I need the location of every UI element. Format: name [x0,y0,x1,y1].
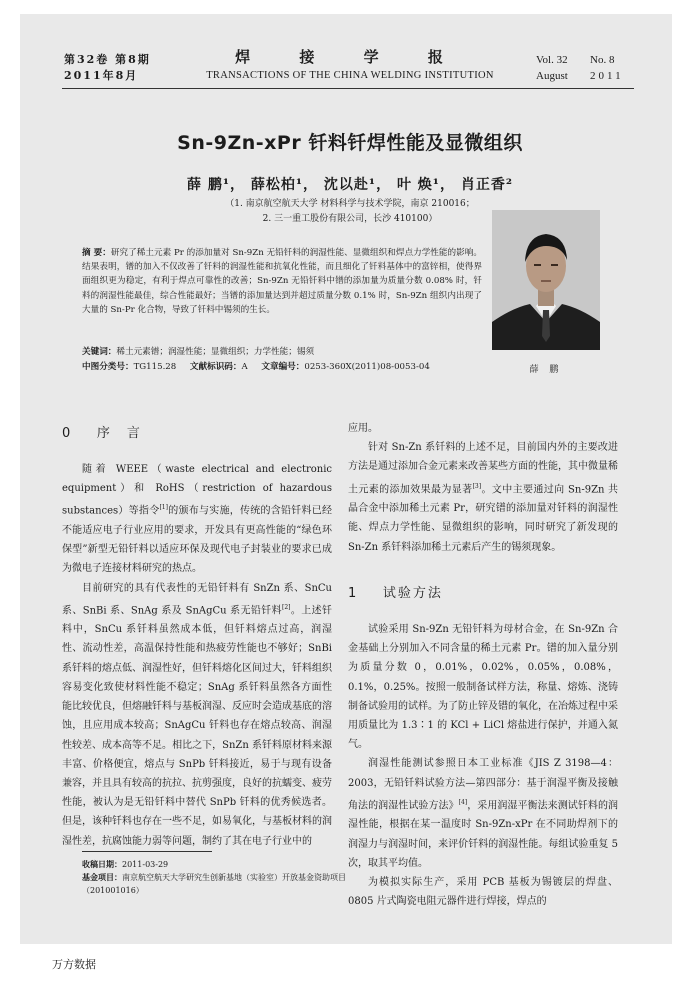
paper-title: Sn-9Zn-xPr 钎料钎焊性能及显微组织 [177,132,523,154]
header-left [64,52,151,84]
received-label: 收稿日期： [82,859,122,869]
article-no-label: 文章编号： [261,362,305,372]
intro-p3-text-a: 针对 Sn-Zn 系钎料的上述不足，目前国内外的主要改进方法是通过添加合金元素来改善某些方面的性能，其中微量稀土元素的添加效果最为显著 [348,442,618,495]
methods-p2-text-a: 润湿性能测试参照日本工业标准《JIS Z 3198—4：2003，无铅钎料试验方法—第四部分：基于润湿平衡及接触角法的润湿性试验方法》 [348,758,618,812]
footnote-rule [82,851,212,852]
received-date: 2011-03-29 [122,860,169,869]
abstract-text: 研究了稀土元素 Pr 的添加量对 Sn-9Zn 无铅钎料的润湿性能、显微组织和焊点力学性能的影响。结果表明，镨的加入不仅改善了钎料的润湿性能和抗氧化性能，而且细化了钎料基体中的富锌相，使得界面组织更为稳定，有利于焊点可靠性的改善；Sn-9Zn 无铅钎料中镨的添加量为质量分数 0.08% 时，钎料的润湿性能最佳，综合性能最好；当镨的添加量达到并超过质量分数 0.1% 时，Sn-9Zn 组织内出现了大量的 Sn-Pr 化合物，导致了钎料中锡须的生长。 [82,248,483,315]
received-line [82,858,352,871]
author-list: 薛 鹏¹， 薛松柏¹， 沈以赴¹， 叶 焕¹， 肖正香² [187,177,513,193]
section-0-number: 0 [62,426,73,441]
abstract-label: 摘 要： [82,248,111,258]
classification-line [82,360,492,374]
citation-2: [2] [282,603,291,611]
intro-p1-text-b: 的颁布与实施，传统的含铅钎料已经不能适应电子行业应用的要求，开发具有更高性能的“绿色环保型”新型无铅钎料以适应环保及现代电子封装业的要求已成为微电子连接材料研究的热点。 [62,505,333,575]
section-1-number: 1 [348,586,359,601]
doc-code-value: A [241,362,248,372]
fund-label: 基金项目： [82,872,122,882]
intro-p2-text-a: 目前研究的具有代表性的无铅钎料有 SnZn 系、SnCu 系、SnBi 系、SnAg 系及 SnAgCu 系无铅钎料 [62,582,332,617]
volume-issue-cn: 第32卷 第8期 [64,53,151,66]
author-photo [492,210,600,350]
section-1-title: 试验方法 [382,586,443,601]
header-rule [62,88,634,89]
citation-1: [1] [159,504,168,512]
citation-3: [3] [472,482,482,490]
intro-p1-text-a: 随着 WEEE（waste electrical and electronic equipment）和 RoHS（restriction of hazardous substances）等指令 [62,464,332,517]
affiliation-1: （1. 南京航空航天大学 材料科学与技术学院，南京 210016； [225,199,475,209]
issue-en: No. 8 [590,54,615,66]
affiliation-2: 2. 三一重工股份有限公司，长沙 410100） [262,214,438,224]
year-en: 2011 [590,70,624,82]
photo-caption: 薛 鹏 [529,365,563,375]
methods-paragraph-3: 为模拟实际生产，采用 PCB 基板为锡镀层的焊盘、0805 片式陶瓷电阻元器件进行焊接，焊点的 [348,876,618,908]
header-center [160,46,540,81]
date-cn: 2011年8月 [64,69,139,82]
intro-p3-text-b: 。文中主要通过向 Sn-9Zn 共晶合金中添加稀土元素 Pr，研究镨的添加量对钎料的润湿性能、焊点力学性能、显微组织的影响，同时研究了新发现的 Sn-Zn 系钎料添加稀土元素后产生的锡须现象。 [348,483,619,553]
funding-note [82,858,352,897]
section-1-heading [348,582,443,601]
doc-code-label: 文献标识码： [189,362,242,372]
methods-paragraph-1: 试验采用 Sn-9Zn 无铅钎料为母材合金，在 Sn-9Zn 合金基础上分别加入不同含量的稀土元素 Pr。镨的加入量分别为质量分数 0，0.01%，0.02%，0.05%，0.08%，0.1%，0.25%。按照一般制备试样方法，称量、熔炼、浇铸制备试验用的试样。为了防止锌及镨的氧化，在冶炼过程中采用质量比为 1.3∶1 的 KCl + LiCl 熔盐进行保护，并通入氮气。 [348,624,618,751]
methods-p2-text-b: ，采用润湿平衡法来测试钎料的润湿性能，根据在某一温度时 Sn-9Zn-xPr 在不同助焊剂下的润湿力与润湿时间，来评价钎料的润湿性能。每组试验重复 5 次，取其平均值。 [348,800,619,869]
right-column-methods [348,620,618,911]
abstract [82,246,482,317]
author-portrait-image [492,210,600,350]
volume-en: Vol. 32 [536,54,568,66]
keywords-label: 关键词： [82,347,117,357]
intro-p2-text-b: 。上述钎料中，SnCu 系钎料虽然成本低，但钎料熔点过高，润湿性、流动性差，高温保持性能和热疲劳性能也不够好；SnBi 系钎料的熔点低、润湿性好，但钎料熔化区间过大，钎料组织容易变化致使材料性能不稳定；SnAg 系钎料虽然各方面性能比较优良，但熔融钎料与基板润湿、反应时会造成基底的溶蚀，且应用成本较高；SnAgCu 钎料也存在熔点较高、润湿性较差、成本高等不足。相比之下，SnZn 系钎料原材料来源丰富、价格便宜，熔点与 SnPb 钎料接近，易于与现有设备兼容，并且具有较高的抗拉、抗剪强度，良好的抗蠕变、疲劳性能，被认为是无铅钎料中替代 SnPb 钎料的优秀候选者。但是，该种钎料也存在一些不足，如易氧化，与基板材料的润湿性差，抗腐蚀能力弱等问题，制约了其在电子行业中的 [62,605,332,847]
header-right [536,52,624,84]
methods-paragraph-2 [348,754,618,873]
intro-paragraph-3 [348,438,618,557]
clc-value: TG115.28 [133,362,177,372]
journal-name-en: TRANSACTIONS OF THE CHINA WELDING INSTITUTION [206,70,494,81]
fund-text: 南京航空航天大学研究生创新基地（实验室）开放基金资助项目（201001016） [82,873,346,895]
watermark-text: 万方数据 [52,958,96,971]
intro-paragraph-1 [62,460,332,579]
keywords-line [82,345,492,359]
intro-continuation: 应用。 [348,423,378,434]
keywords: 稀土元素镨；润湿性能；显微组织；力学性能；锡须 [116,347,315,357]
article-no-value: 0253-360X(2011)08-0053-04 [304,362,430,372]
section-0-heading [62,422,142,441]
clc-label: 中图分类号： [82,362,134,372]
citation-4: [4] [458,798,468,806]
section-0-title: 序 言 [96,426,142,441]
month-en: August [536,70,568,82]
fund-line [82,871,352,897]
journal-name-cn: 焊 接 学 报 [235,48,465,66]
left-column [62,460,332,851]
right-column-top [348,419,618,557]
intro-paragraph-2 [62,579,332,851]
